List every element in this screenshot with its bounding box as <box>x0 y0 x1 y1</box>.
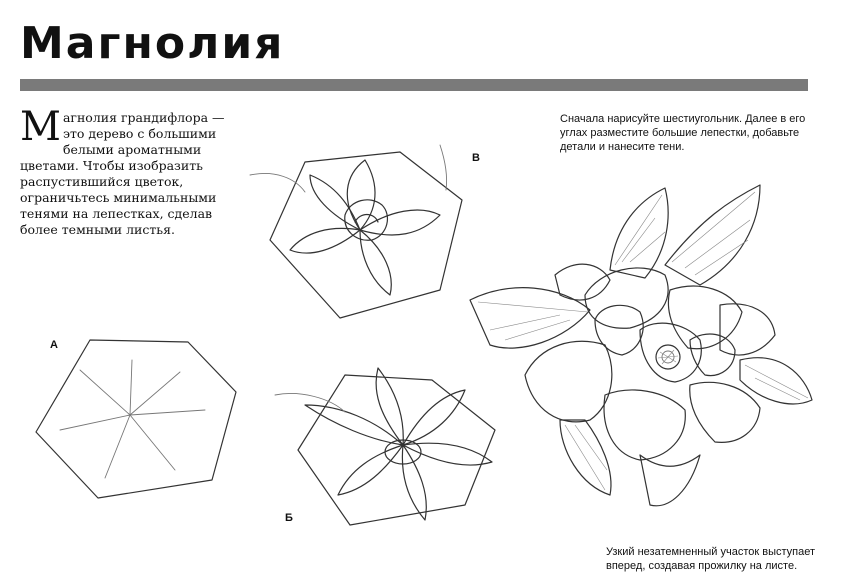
page-title: Магнолия <box>20 18 285 69</box>
caption-instructions: Сначала нарисуйте шестиугольник. Далее в его углах разместите большие лепестки, добавьте детали и нанесите тени. <box>560 113 806 153</box>
caption-leaf-note: Узкий незатемненный участок выступает вперед, создавая прожилку на листе. <box>606 546 816 572</box>
sketch-step-b-petals <box>275 368 495 525</box>
intro-text: агнолия грандифлора — это дерево с большими белыми ароматными цветами. Чтобы изобразить распустившийся цветок, ограничьтесь минимальными тенями на лепестках, сделав более темными листья. <box>20 110 225 237</box>
magnolia-final-drawing <box>470 185 812 506</box>
sketch-step-v-detailed <box>250 145 462 318</box>
step-label-v: В <box>472 152 480 164</box>
step-label-a: А <box>50 339 58 351</box>
step-label-b: Б <box>285 512 293 524</box>
sketch-step-a-hexagon <box>36 340 236 498</box>
drop-cap: М <box>20 104 61 150</box>
